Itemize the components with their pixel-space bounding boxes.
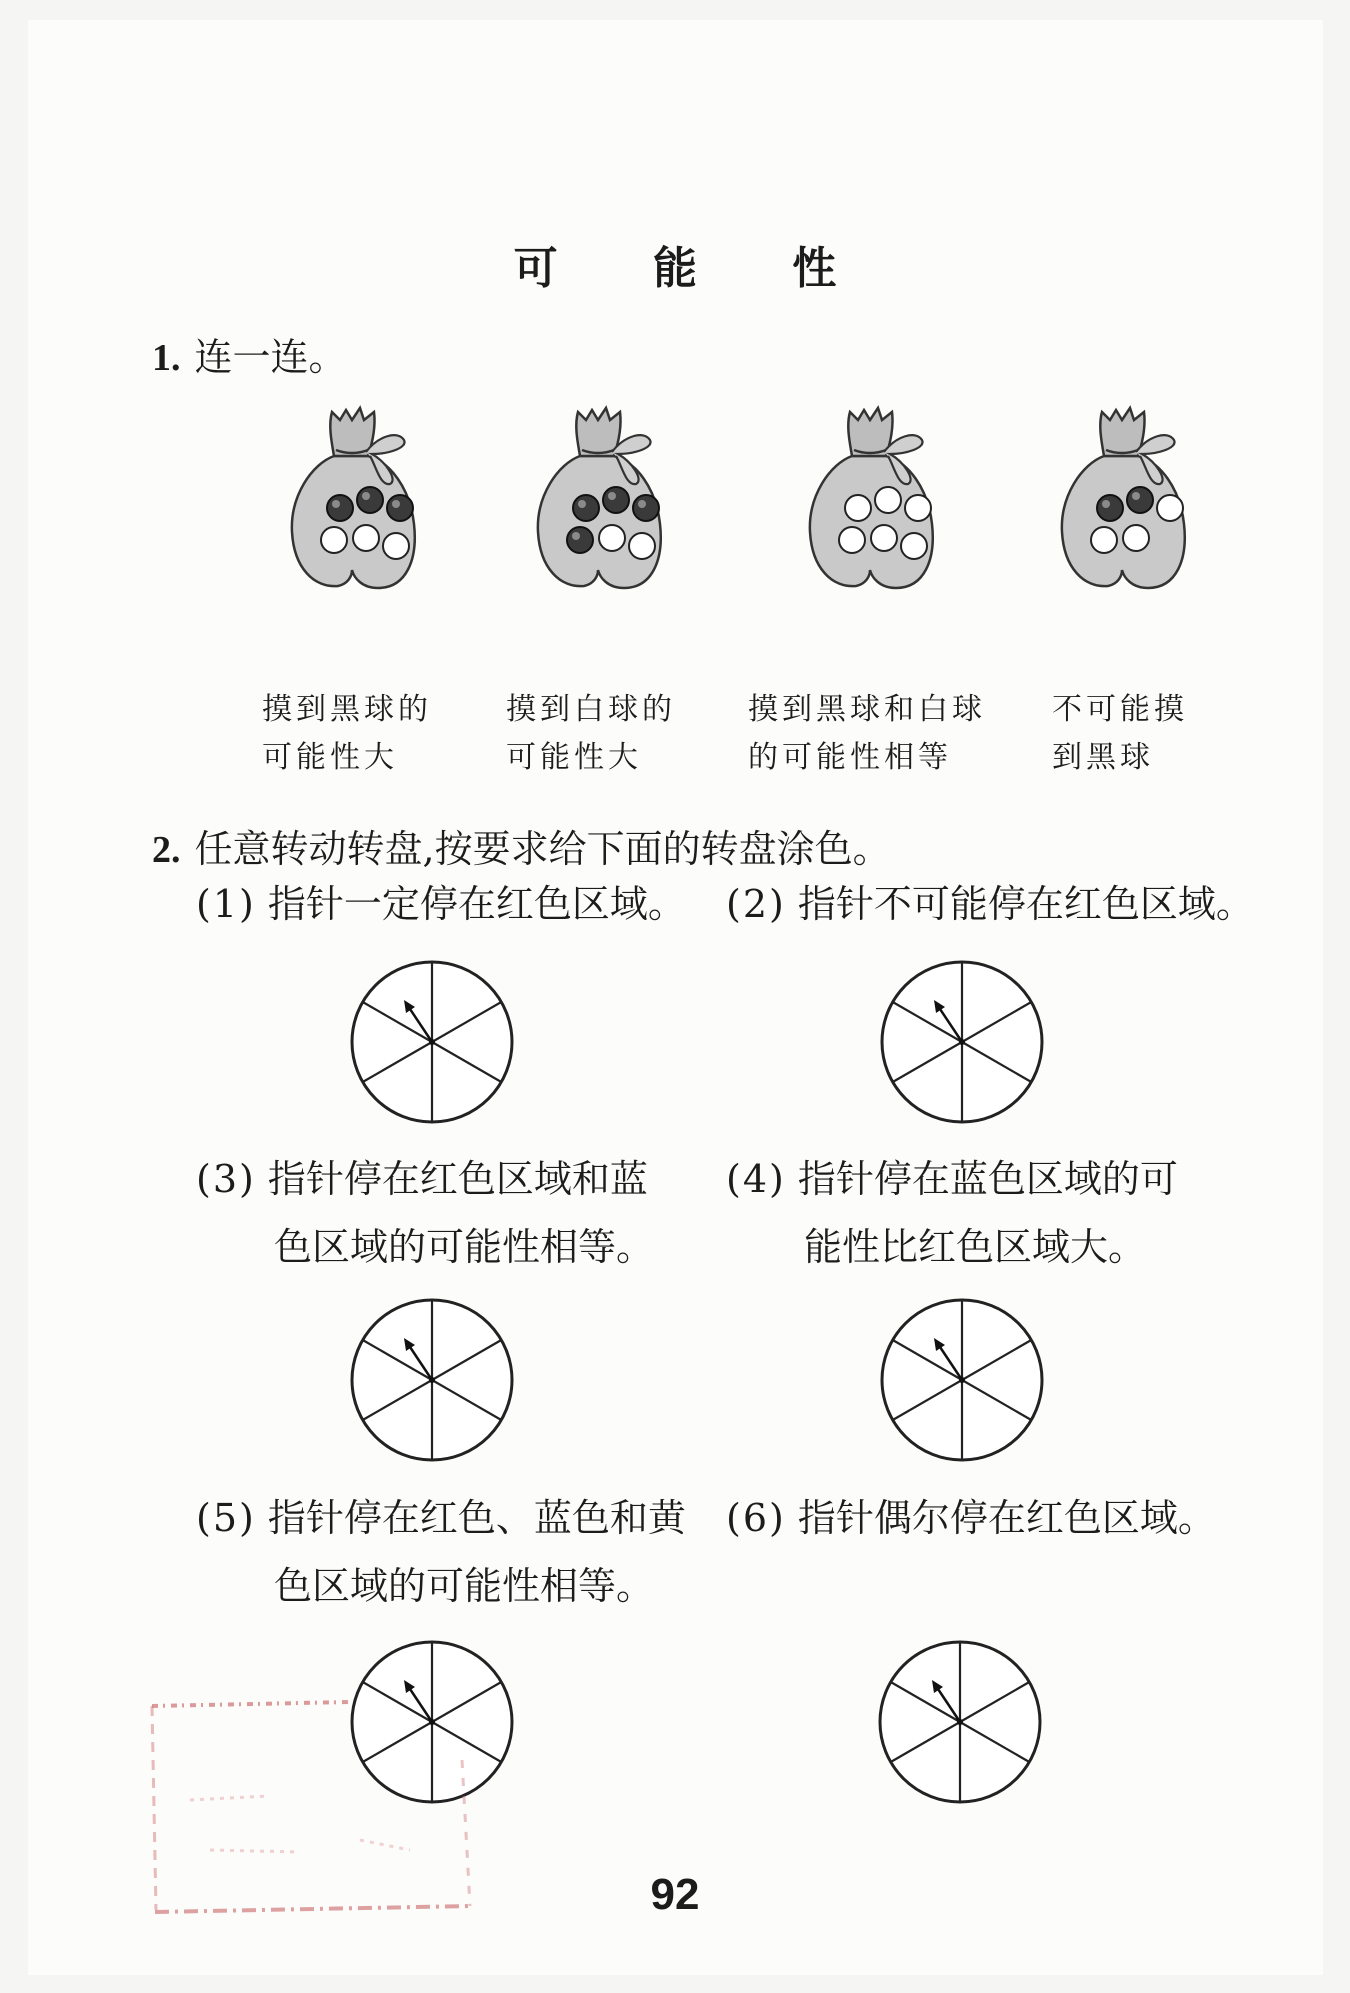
black-ball <box>573 495 599 521</box>
bag-2 <box>528 400 668 610</box>
spinner-wheel <box>350 1298 514 1462</box>
subquestion-1-number: (1) <box>196 882 256 926</box>
question-1-text: 连一连。 <box>194 335 347 379</box>
spinner-wheel <box>880 960 1044 1124</box>
white-ball <box>875 487 901 513</box>
subquestion-2-number: (2) <box>726 882 786 926</box>
caption-1-line1: 摸到黑球的 <box>262 692 432 727</box>
white-ball <box>839 527 865 553</box>
caption-2-line2: 可能性大 <box>506 740 642 775</box>
subquestion-4-number: (4) <box>726 1157 786 1201</box>
black-ball <box>1097 495 1123 521</box>
caption-3-line1: 摸到黑球和白球 <box>748 692 986 727</box>
subquestion-3-number: (3) <box>196 1157 256 1201</box>
subquestion-2 <box>726 870 1254 938</box>
spinner-2[interactable] <box>880 960 1044 1124</box>
subquestion-3 <box>196 1145 654 1281</box>
black-ball <box>357 487 383 513</box>
black-ball <box>327 495 353 521</box>
spinner-wheel <box>350 960 514 1124</box>
black-ball <box>1127 487 1153 513</box>
spinner-4[interactable] <box>880 1298 1044 1462</box>
bag-1 <box>282 400 422 610</box>
black-ball <box>603 487 629 513</box>
subquestion-2-line1: 指针不可能停在红色区域。 <box>797 882 1254 926</box>
white-ball <box>845 495 871 521</box>
caption-3-line2: 的可能性相等 <box>748 740 952 775</box>
white-ball <box>905 495 931 521</box>
question-1-heading <box>152 326 347 381</box>
subquestion-6-line1: 指针偶尔停在红色区域。 <box>797 1496 1216 1540</box>
caption-4-line1: 不可能摸 <box>1052 692 1188 727</box>
question-2-number: 2. <box>152 829 181 871</box>
bag-icon <box>282 400 422 610</box>
subquestion-5-number: (5) <box>196 1496 256 1540</box>
spinner-1[interactable] <box>350 960 514 1124</box>
white-ball <box>599 525 625 551</box>
bag-3 <box>800 400 940 610</box>
subquestion-5-line1: 指针停在红色、蓝色和黄 <box>267 1496 686 1540</box>
page-background <box>28 20 1323 1975</box>
black-ball <box>567 527 593 553</box>
page-title: 可 能 性 <box>513 243 877 294</box>
caption-4[interactable] <box>1052 686 1188 782</box>
question-2-text: 任意转动转盘,按要求给下面的转盘涂色。 <box>194 827 891 871</box>
subquestion-1 <box>196 870 686 938</box>
subquestion-4-line2: 能性比红色区域大。 <box>804 1225 1147 1269</box>
subquestion-6-number: (6) <box>726 1496 786 1540</box>
question-1-number: 1. <box>152 337 181 379</box>
caption-2[interactable] <box>506 686 676 782</box>
bag-icon <box>800 400 940 610</box>
white-ball <box>321 527 347 553</box>
subquestion-4-line1: 指针停在蓝色区域的可 <box>797 1157 1178 1201</box>
bag-icon <box>1052 400 1192 610</box>
spinner-wheel <box>878 1640 1042 1804</box>
caption-1[interactable] <box>262 686 432 782</box>
white-ball <box>901 533 927 559</box>
white-ball <box>629 533 655 559</box>
caption-3[interactable] <box>748 686 986 782</box>
caption-1-line2: 可能性大 <box>262 740 398 775</box>
subquestion-3-line1: 指针停在红色区域和蓝 <box>267 1157 648 1201</box>
spinner-3[interactable] <box>350 1298 514 1462</box>
bag-4 <box>1052 400 1192 610</box>
spinner-wheel <box>880 1298 1044 1462</box>
white-ball <box>871 525 897 551</box>
subquestion-3-line2: 色区域的可能性相等。 <box>274 1225 655 1269</box>
white-ball <box>1157 495 1183 521</box>
white-ball <box>1091 527 1117 553</box>
subquestion-6 <box>726 1484 1216 1552</box>
page-number: 92 <box>650 1870 700 1919</box>
white-ball <box>383 533 409 559</box>
subquestion-5 <box>196 1484 686 1620</box>
black-ball <box>387 495 413 521</box>
caption-4-line2: 到黑球 <box>1052 740 1154 775</box>
white-ball <box>353 525 379 551</box>
bag-icon <box>528 400 668 610</box>
question-2-heading <box>152 818 891 873</box>
subquestion-5-line2: 色区域的可能性相等。 <box>274 1564 655 1608</box>
subquestion-1-line1: 指针一定停在红色区域。 <box>267 882 686 926</box>
white-ball <box>1123 525 1149 551</box>
black-ball <box>633 495 659 521</box>
spinner-6[interactable] <box>878 1640 1042 1804</box>
caption-2-line1: 摸到白球的 <box>506 692 676 727</box>
subquestion-4 <box>726 1145 1178 1281</box>
